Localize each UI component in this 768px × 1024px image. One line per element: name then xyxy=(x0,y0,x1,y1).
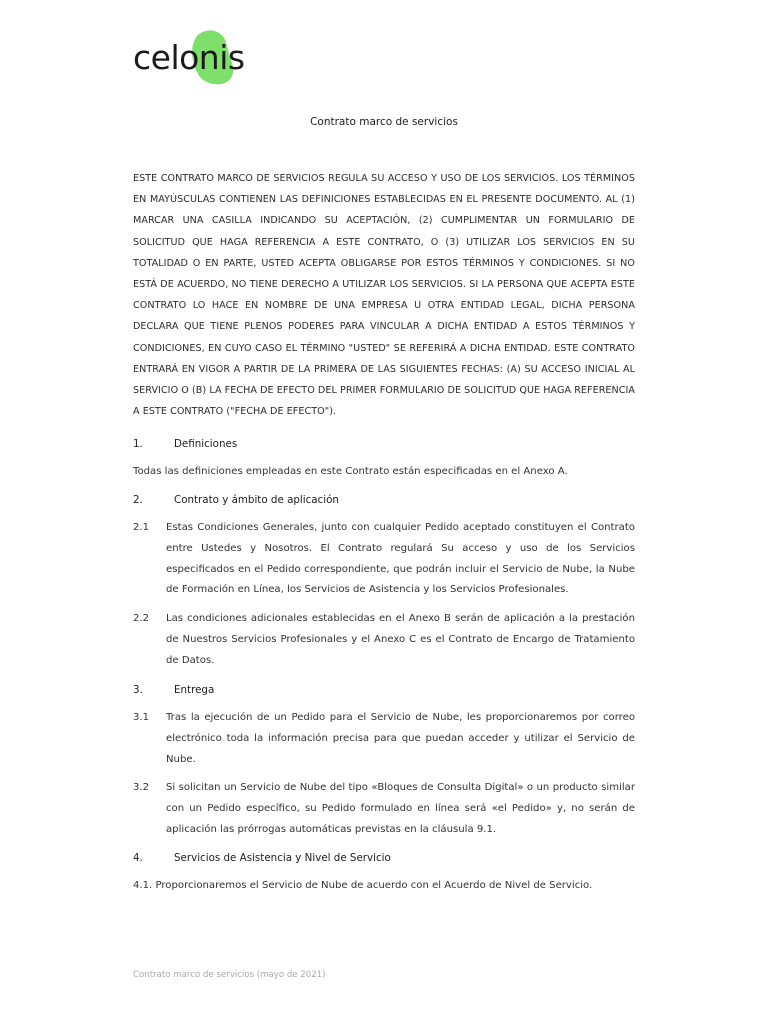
section-number: 4. xyxy=(133,852,143,864)
clause-text: Si solicitan un Servicio de Nube del tipo «Bloques de Consulta Digital» o un producto similar con un Pedido específico, su Pedido formulado en línea será «el Pedido» y, no serán de aplicación las prórrogas automáticas previstas en la cláusula 9.1. xyxy=(166,782,635,835)
section-1-body: Todas las definiciones empleadas en este Contrato están especificadas en el Anexo A. xyxy=(133,466,568,477)
clause-number: 2.2 xyxy=(133,613,150,624)
section-number: 3. xyxy=(133,684,143,696)
document-title: Contrato marco de servicios xyxy=(310,116,458,128)
section-title: Contrato y ámbito de aplicación xyxy=(174,494,339,506)
svg-text:celonis: celonis xyxy=(133,38,245,77)
section-title: Definiciones xyxy=(174,438,238,450)
section-title: Entrega xyxy=(174,684,215,696)
clause-text: Estas Condiciones Generales, junto con cualquier Pedido aceptado constituyen el Contrato entre Ustedes y Nosotros. El Contrato regulará Su acceso y uso de los Servicios especificados en el Pedido correspondiente, que podrán incluir el Servicio de Nube, la Nube de Formación en Línea, los Servicios de Asistencia y los Servicios Profesionales. xyxy=(166,522,635,596)
clause-number: 3.2 xyxy=(133,782,150,793)
clause-text: Las condiciones adicionales establecidas en el Anexo B serán de aplicación a la prestación de Nuestros Servicios Profesionales y el Anexo C es el Contrato de Encargo de Tratamiento de Datos. xyxy=(166,613,635,666)
intro-paragraph: ESTE CONTRATO MARCO DE SERVICIOS REGULA SU ACCESO Y USO DE LOS SERVICIOS. LOS TÉRMINOS EN MAYÚSCULAS CONTIENEN LAS DEFINICIONES ESTABLECIDAS EN EL PRESENTE DOCUMENTO. AL (1) MARCAR UNA CASILLA INDICANDO SU ACEPTACIÓN, (2) CUMPLIMENTAR UN FORMULARIO DE SOLICITUD QUE HAGA REFERENCIA A ESTE CONTRATO, O (3) UTILIZAR LOS SERVICIOS EN SU TOTALIDAD O EN PARTE, USTED ACEPTA OBLIGARSE POR ESTOS TÉRMINOS Y CONDICIONES. SI NO ESTÁ DE ACUERDO, NO TIENE DERECHO A UTILIZAR LOS SERVICIOS. SI LA PERSONA QUE ACEPTA ESTE CONTRATO LO HACE EN NOMBRE DE UNA EMPRESA U OTRA ENTIDAD LEGAL, DICHA PERSONA DECLARA QUE TIENE PLENOS PODERES PARA VINCULAR A DICHA ENTIDAD A ESTOS TÉRMINOS Y CONDICIONES, EN CUYO CASO EL TÉRMINO "USTED" SE REFERIRÁ A DICHA ENTIDAD. ESTE CONTRATO ENTRARÁ EN VIGOR A PARTIR DE LA PRIMERA DE LAS SIGUIENTES FECHAS: (A) SU ACCESO INICIAL AL SERVICIO O (B) LA FECHA DE EFECTO DEL PRIMER FORMULARIO DE SOLICITUD QUE HAGA REFERENCIA A ESTE CONTRATO ("FECHA DE EFECTO"). xyxy=(133,173,635,418)
clause-text: Tras la ejecución de un Pedido para el Servicio de Nube, les proporcionaremos por correo electrónico toda la información precisa para que puedan acceder y utilizar el Servicio de Nube. xyxy=(166,712,635,765)
page-footer: Contrato marco de servicios (mayo de 2021) xyxy=(133,970,326,980)
clause-number: 2.1 xyxy=(133,522,150,533)
section-number: 2. xyxy=(133,494,143,506)
celonis-logo xyxy=(133,28,258,88)
section-number: 1. xyxy=(133,438,143,450)
section-title: Servicios de Asistencia y Nivel de Servicio xyxy=(174,852,391,864)
celonis-logo-graphic xyxy=(133,28,258,88)
section-4-body: 4.1. Proporcionaremos el Servicio de Nube de acuerdo con el Acuerdo de Nivel de Servicio. xyxy=(133,880,593,891)
clause-number: 3.1 xyxy=(133,712,150,723)
